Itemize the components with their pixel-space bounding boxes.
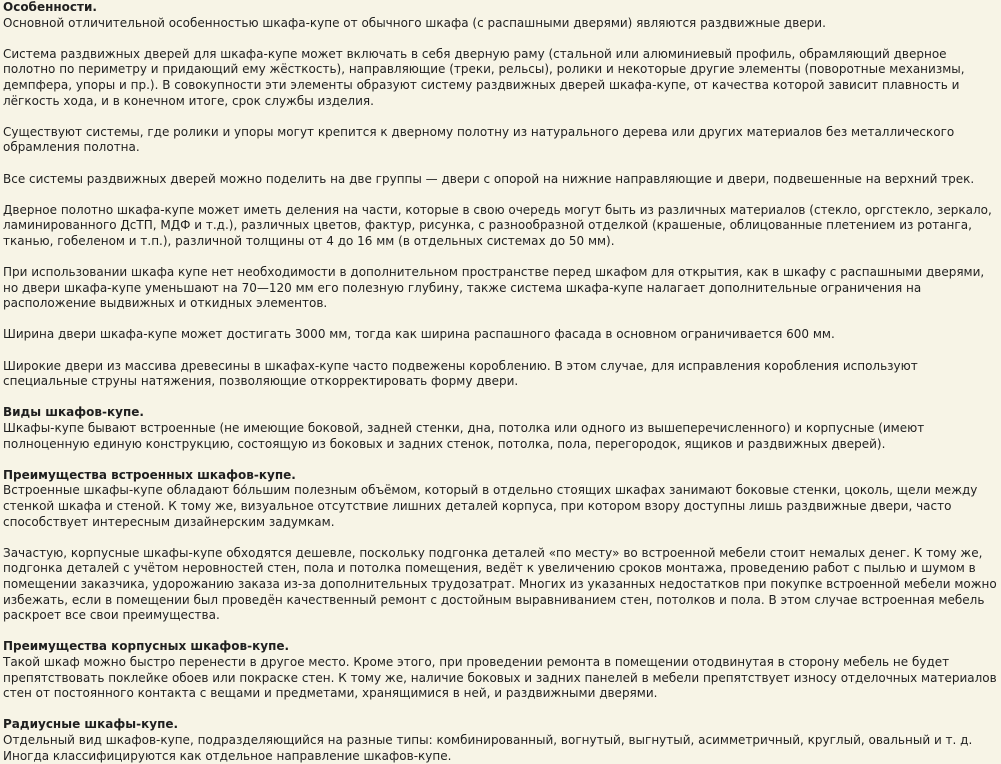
section-features <box>3 0 998 390</box>
paragraph: Ширина двери шкафа-купе может достигать 3000 мм, тогда как ширина распашного фасада в основном ограничивается 600 мм. <box>3 327 835 342</box>
paragraph: Существуют системы, где ролики и упоры могут крепится к дверному полотну из натурального дерева или других материалов без металлического обрамления полотна. <box>3 124 955 155</box>
paragraph: Дверное полотно шкафа-купе может иметь деления на части, которые в свою очередь могут быть из различных материалов (стекло, оргстекло, зеркало, ламинированного ДсТП, МДФ и т.д.), различных цветов, фактур, рисунка, с разнообразной отделкой (крашеные, облицованные плетением из ротанга, тканью, гобеленом и т.п.), различной толщины от 4 до 16 мм (в отдельных системах до 50 мм). <box>3 202 992 248</box>
section-radius-wardrobes <box>3 717 998 764</box>
section-title: Преимущества встроенных шкафов-купе. <box>3 467 296 482</box>
section-built-in-advantages <box>3 468 998 624</box>
section-cabinet-advantages <box>3 639 998 701</box>
paragraph: Система раздвижных дверей для шкафа-купе может включать в себя дверную раму (стальной или алюминиевый профиль, обрамляющий дверное полотно по периметру и придающий ему жёсткость), направляющие (треки, рельсы), ролики и некоторые другие элементы (поворотные механизмы, демпфера, упоры и пр.). В совокупности эти элементы образуют систему раздвижных дверей шкафа-купе, от качества которой зависит плавность и лёгкость хода, и в конечном итоге, срок службы изделия. <box>3 46 965 108</box>
paragraph: Все системы раздвижных дверей можно поделить на две группы — двери с опорой на нижние направляющие и двери, подвешенные на верхний трек. <box>3 171 975 186</box>
section-title: Особенности. <box>3 0 97 14</box>
paragraph: Широкие двери из массива древесины в шкафах-купе часто подвежены короблению. В этом случае, для исправления коробления используют специальные струны натяжения, позволяющие откорректировать форму двери. <box>3 358 918 389</box>
section-title: Преимущества корпусных шкафов-купе. <box>3 639 290 654</box>
paragraph: Зачастую, корпусные шкафы-купе обходятся дешевле, поскольку подгонка деталей «по месту» во встроенной мебели стоит немалых денег. К тому же, подгонка деталей с учётом неровностей стен, пола и потолка помещения, ведёт к увеличению сроков монтажа, проведению работ с пылью и шумом в помещении заказчика, удорожанию заказа из-за дополнительных трудозатрат. Многих из указанных недостатков при покупке встроенной мебели можно избежать, если в помещении был проведён качественный ремонт с достойным выравниванием стен, потолков и пола. В этом случае встроенная мебель раскроет все свои преимущества. <box>3 545 997 623</box>
section-types <box>3 405 998 452</box>
section-title: Радиусные шкафы-купе. <box>3 717 179 732</box>
section-title: Виды шкафов-купе. <box>3 405 144 420</box>
paragraph: Шкафы-купе бывают встроенные (не имеющие боковой, задней стенки, дна, потолка или одного из вышеперечисленного) и корпусные (имеют полноценную единую конструкцию, состоящую из боковых и задних стенок, потолка, пола, перегородок, ящиков и раздвижных дверей). <box>3 421 925 451</box>
paragraph: Встроенные шкафы-купе обладают бо́льшим полезным объёмом, который в отдельно стоящих шкафах занимают боковые стенки, цоколь, щели между стенкой шкафа и стеной. К тому же, визуальное отсутствие лишних деталей корпуса, при котором взору доступны лишь раздвижные двери, часто способствует интересным дизайнерским задумкам. <box>3 483 978 529</box>
paragraph: Такой шкаф можно быстро перенести в другое место. Кроме этого, при проведении ремонта в помещении отодвинутая в сторону мебель не будет препятствовать поклейке обоев или покраске стен. К тому же, наличие боковых и задних панелей в мебели препятствует износу отделочных материалов стен от постоянного контакта с вещами и предметами, хранящимися в ней, и раздвижными дверями. <box>3 654 997 701</box>
paragraph: При использовании шкафа купе нет необходимости в дополнительном пространстве перед шкафом для открытия, как в шкафу с распашными дверями, но двери шкафа-купе уменьшают на 70—120 мм его полезную глубину, также система шкафа-купе налагает дополнительные ограничения на расположение выдвижных и откидных элементов. <box>3 265 985 311</box>
paragraph: Отдельный вид шкафов-купе, подразделяющийся на разные типы: комбинированный, вогнутый, выгнутый, асимметричный, круглый, овальный и т. д. Иногда классифицируются как отдельное направление шкафов-купе. <box>3 732 973 763</box>
paragraph: Основной отличительной особенностью шкафа-купе от обычного шкафа (с распашными дверями) являются раздвижные двери. <box>3 15 826 30</box>
